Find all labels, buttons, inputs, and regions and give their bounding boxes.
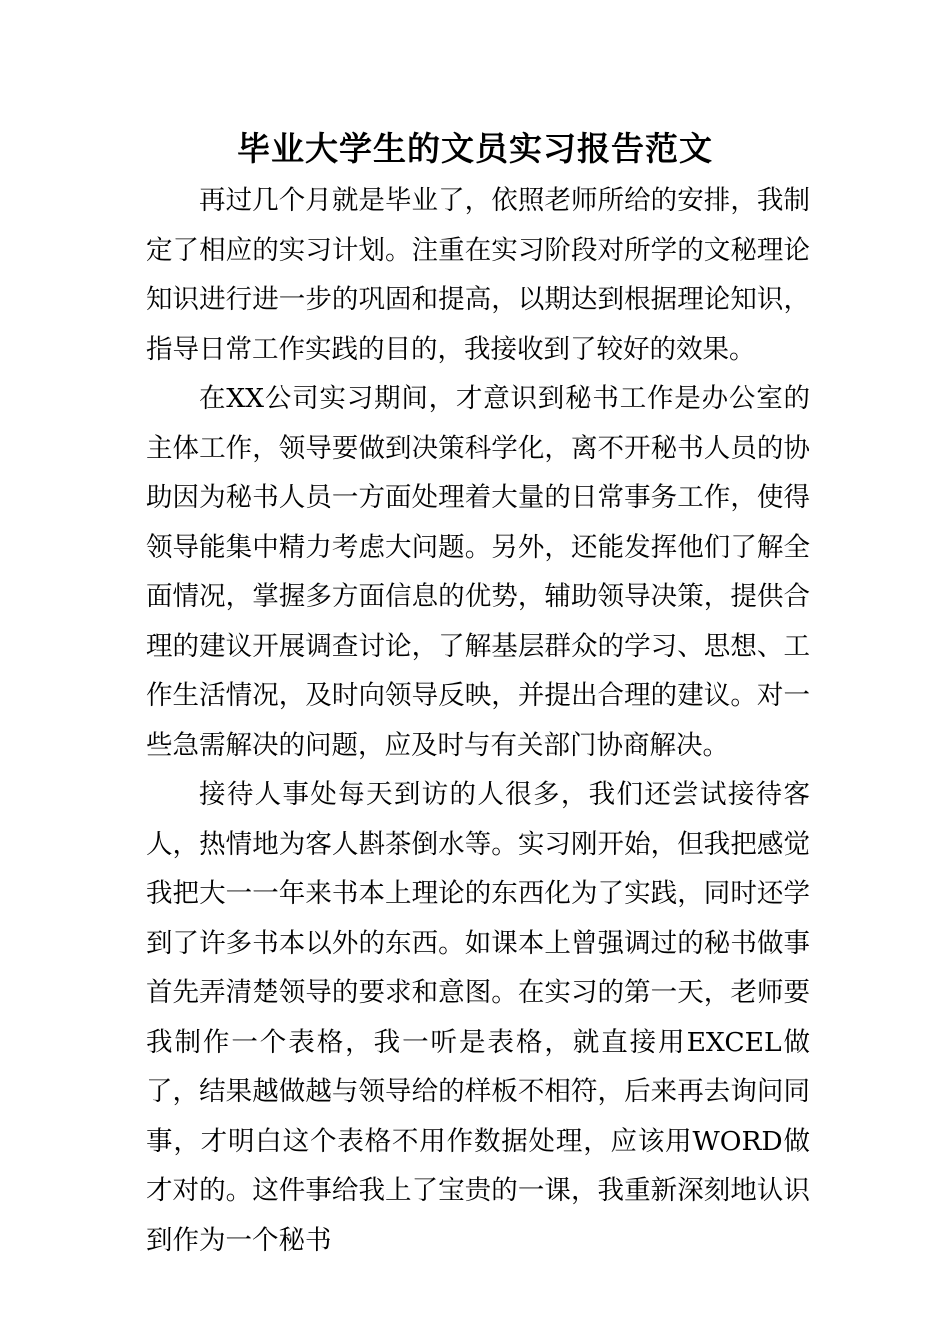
paragraph-2: 在XX公司实习期间，才意识到秘书工作是办公室的主体工作，领导要做到决策科学化，离不开秘书人员的协助因为秘书人员一方面处理着大量的日常事务工作，使得领导能集中精力考虑大问题。另外，还能发挥他们了解全面情况，掌握多方面信息的优势，辅助领导决策，提供合理的建议开展调查讨论，了解基层群众的学习、思想、工作生活情况，及时向领导反映，并提出合理的建议。对一些急需解决的问题，应及时与有关部门协商解决。 <box>146 383 810 761</box>
paragraph-1: 再过几个月就是毕业了，依照老师所给的安排，我制定了相应的实习计划。注重在实习阶段对所学的文秘理论知识进行进一步的巩固和提高，以期达到根据理论知识，指导日常工作实践的目的，我接收到了较好的效果。 <box>146 185 810 365</box>
paragraph-3: 接待人事处每天到访的人很多，我们还尝试接待客人，热情地为客人斟茶倒水等。实习刚开始，但我把感觉我把大一一年来书本上理论的东西化为了实践，同时还学到了许多书本以外的东西。如课本上曾强调过的秘书做事首先弄清楚领导的要求和意图。在实习的第一天，老师要我制作一个表格，我一听是表格，就直接用EXCEL做了，结果越做越与领导给的样板不相符，后来再去询问同事，才明白这个表格不用作数据处理，应该用WORD做才对的。这件事给我上了宝贵的一课，我重新深刻地认识到作为一个秘书 <box>146 779 810 1256</box>
document-title: 毕业大学生的文员实习报告范文 <box>237 129 713 168</box>
document-body <box>146 176 810 1265</box>
